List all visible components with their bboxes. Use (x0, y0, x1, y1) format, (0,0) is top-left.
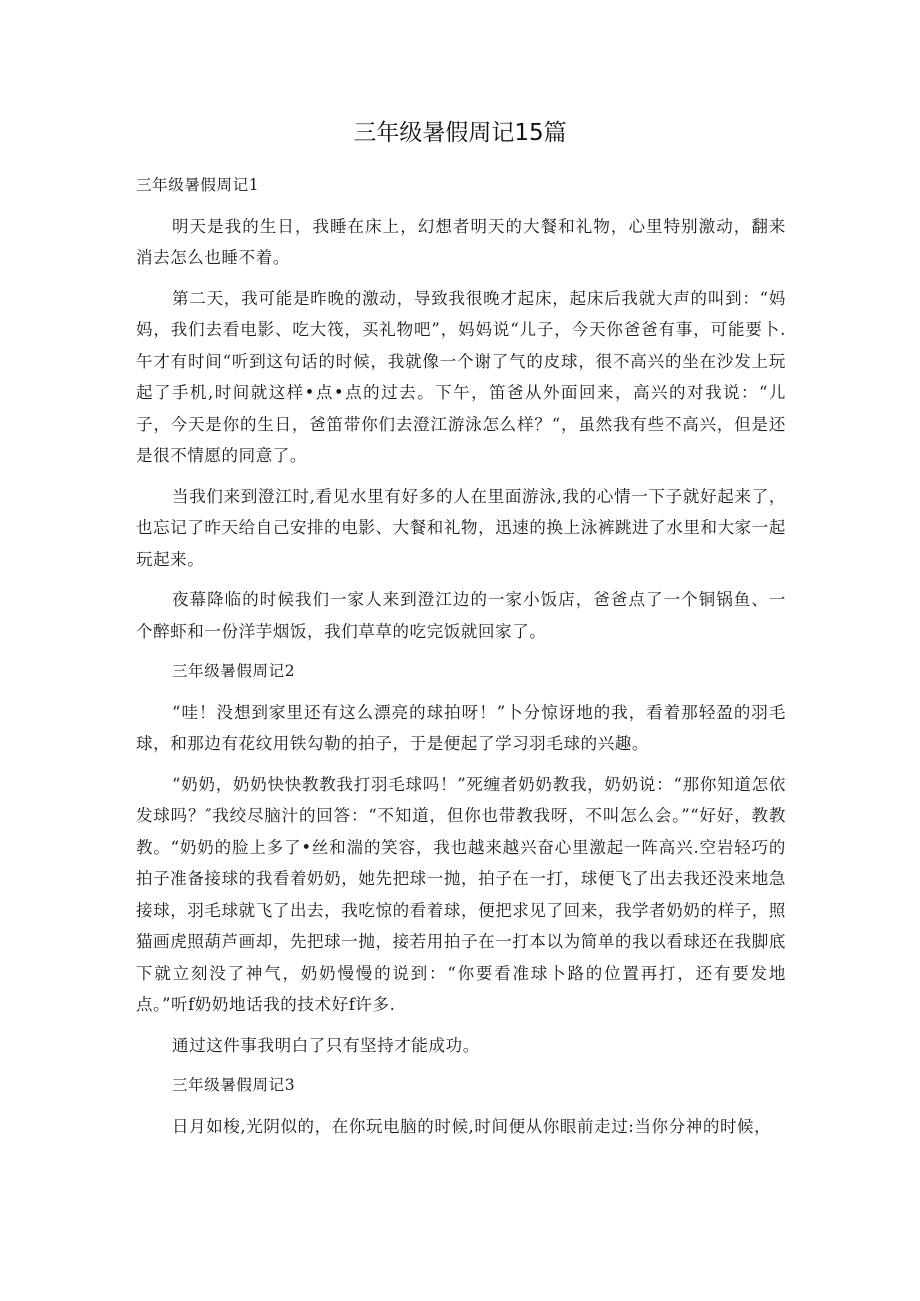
document-body (136, 170, 786, 1142)
paragraph: 通过这件事我明白了只有坚持才能成功。 (172, 1035, 480, 1055)
paragraph: 第二天，我可能是昨晚的激动，导致我很晚才起床，起床后我就大声的叫到：“妈妈，我们去看电影、吃大筏，买礼物吧”，妈妈说“儿子，今天你爸爸有事，可能要卜.午才有时间“听到这句话的时候，我就像一个谢了气的皮球，很不高兴的坐在沙发上玩起了手机,时间就这样•点•点的过去。下午，笛爸从外面回来，高兴的对我说：“儿子，今天是你的生日，爸笛带你们去澄江游泳怎么样？“，虽然我有些不高兴，但是还是很不情愿的同意了。 (136, 288, 786, 465)
paragraph: 夜幕降临的时候我们一家人来到澄江边的一家小饭店，爸爸点了一个铜锅鱼、一个醉虾和一份洋芋烟饭，我们草草的吃完饭就回家了。 (136, 590, 786, 641)
paragraph: “哇！没想到家里还有这么漂亮的球拍呀！”卜分惊讶地的我，看着那轻盈的羽毛球，和那边有花纹用铁勾勒的拍子，于是便起了学习羽毛球的兴趣。 (136, 702, 786, 753)
paragraph: “奶奶，奶奶快快教教我打羽毛球吗！”死缠者奶奶教我，奶奶说：“那你知道怎依发球吗？″我绞尽脑汁的回答：“不知道，但你也带教我呀，不叫怎么会。”“好好，教教教。“奶奶的脸上多了•丝和湍的笑容，我也越来越兴奋心里激起一阵高兴.空岩轻巧的拍子准备接球的我看着奶奶，她先把球一抛，拍子在一打，球便飞了出去我还没来地急接球，羽毛球就飞了出去，我吃惊的看着球，便把求见了回来，我学者奶奶的样子，照猫画虎照葫芦画却，先把球一抛，接若用拍子在一打本以为简单的我以看球还在我脚底下就立刻没了神气，奶奶慢慢的说到：“你要看准球卜路的位置再打，还有要发地点。”听f奶奶地话我的技术好f许多. (136, 774, 786, 1014)
section-heading: 三年级暑假周记1 (136, 176, 260, 194)
document-title: 三年级暑假周记15篇 (353, 120, 567, 146)
section-heading: 三年级暑假周记2 (172, 662, 296, 680)
paragraph: 明天是我的生日，我睡在床上，幻想者明天的大餐和礼物，心里特别激动，翻来消去怎么也睡不着。 (136, 216, 786, 267)
paragraph: 日月如梭,光阴似的，在你玩电脑的时候,时间便从你眼前走过:当你分神的时候， (172, 1116, 772, 1136)
paragraph: 当我们来到澄江时,看见水里有好多的人在里面游泳,我的心情一下子就好起来了，也忘记了昨天给自己安排的电影、大餐和礼物，迅速的换上泳裤跳进了水里和大家一起玩起来。 (136, 486, 786, 569)
section-heading: 三年级暑假周记3 (172, 1076, 296, 1094)
